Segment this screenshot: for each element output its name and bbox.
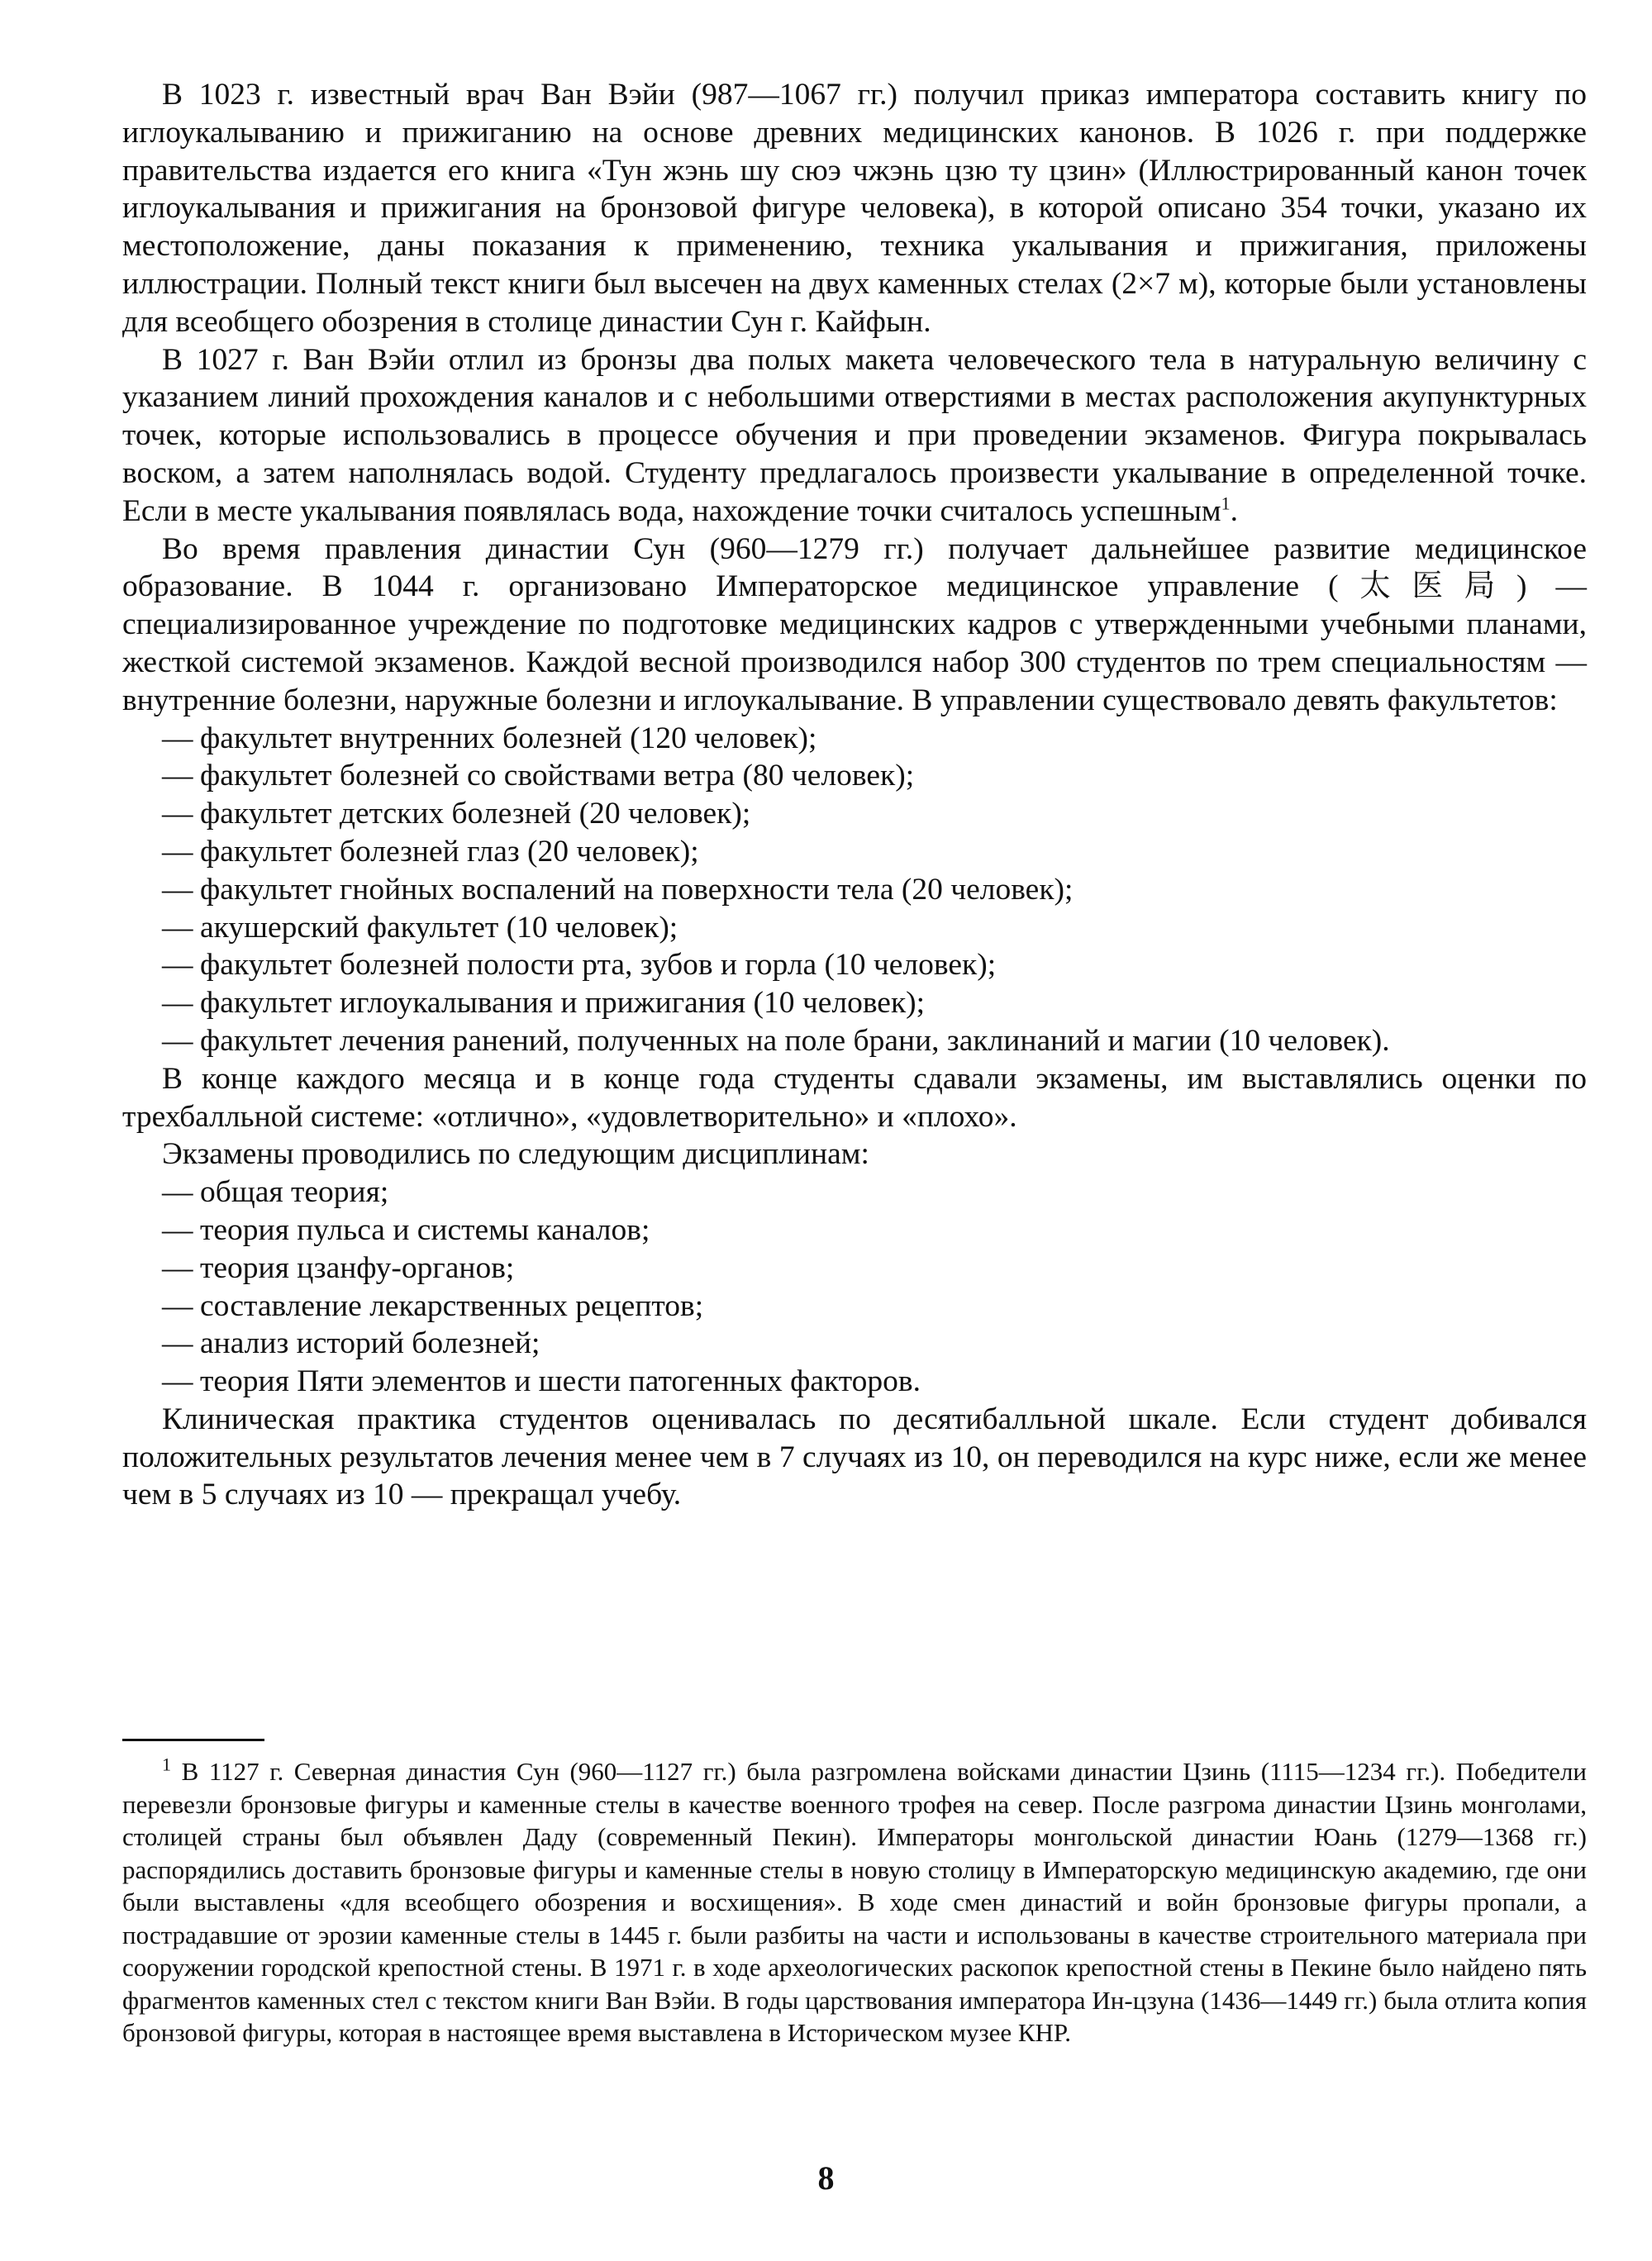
list-dash: —	[162, 872, 193, 907]
list-dash: —	[162, 986, 193, 1021]
list-item	[162, 1211, 1587, 1250]
list-dash: —	[162, 1023, 193, 1058]
page-number: 8	[817, 2159, 835, 2197]
list-item	[162, 833, 1587, 871]
paragraph-exams-intro: Экзамены проводились по следующим дисциплинам:	[162, 1137, 869, 1172]
list-dash: —	[162, 948, 193, 983]
list-dash: —	[162, 1212, 193, 1247]
list-item	[162, 757, 1587, 795]
list-item-text: анализ историй болезней;	[200, 1326, 540, 1361]
list-item-text: факультет болезней со свойствами ветра (80 человек);	[200, 759, 915, 793]
footnote	[122, 1755, 1587, 2049]
paragraph-bronze-figures-text: В 1027 г. Ван Вэйи отлил из бронзы два полых макета человеческого тела в натуральную величину с указанием линий прохождения каналов и с небольшими отверстиями в местах расположения акупунктурных точек, которые использовались в процессе обучения и при проведении экзаменов. Фигура покрывалась воском, а затем наполнялась водой. Студенту предлагалось произвести укалывание в определенной точке. Если в месте укалывания появлялась вода, нахождение точки считалось успешным	[122, 342, 1587, 528]
list-dash: —	[162, 1326, 193, 1361]
list-item	[162, 795, 1587, 833]
list-item-text: теория пульса и системы каналов;	[200, 1212, 650, 1247]
list-dash: —	[162, 759, 193, 793]
list-item-text: факультет иглоукалывания и прижигания (10 человек);	[200, 986, 926, 1021]
list-item	[162, 871, 1587, 909]
list-item	[162, 946, 1587, 984]
paragraph-song-education	[122, 531, 1587, 720]
list-item	[162, 1325, 1587, 1363]
list-dash: —	[162, 1250, 193, 1285]
list-item	[162, 984, 1587, 1022]
list-item	[162, 909, 1587, 947]
list-item-text: факультет гнойных воспалений на поверхности тела (20 человек);	[200, 872, 1074, 907]
disciplines-list	[122, 1173, 1587, 1401]
list-dash: —	[162, 910, 193, 945]
faculties-list	[122, 720, 1587, 1060]
paragraph-bronze-figures-end: .	[1230, 493, 1238, 528]
list-dash: —	[162, 721, 193, 755]
list-dash: —	[162, 797, 193, 831]
list-item-text: общая теория;	[200, 1175, 389, 1210]
list-item	[162, 1022, 1587, 1060]
footnote-text: В 1127 г. Северная династия Сун (960—1127 гг.) была разгромлена войсками династии Цзинь (1115—1234 гг.). Победители перевезли бронзовые фигуры и каменные стелы в качестве военного трофея на север. После разгрома династии Цзинь монголами, столицей страны был объявлен Даду (современный Пекин). Императоры монгольской династии Юань (1279—1368 гг.) распорядились доставить бронзовые фигуры и каменные стелы в новую столицу в Императорскую медицинскую академию, где они были выставлены «для всеобщего обозрения и восхищения». В ходе смен династий и войн бронзовые фигуры пропали, а пострадавшие от эрозии каменные стелы в 1445 г. были разбиты на части и использованы в качестве строительного материала при сооружении городской крепостной стены. В 1971 г. в ходе археологических раскопок крепостной стены в Пекине было найдено пять фрагментов каменных стел с текстом книги Ван Вэйи. В годы царствования императора Ин-цзуна (1436—1449 гг.) была отлита копия бронзовой фигуры, которая в настоящее время выставлена в Историческом музее КНР.	[122, 1757, 1588, 2047]
footnote-marker: 1	[162, 1754, 171, 1775]
list-dash: —	[162, 1175, 193, 1210]
paragraph-wang-weiyi-book: В 1023 г. известный врач Ван Вэйи (987—1067 гг.) получил приказ императора составить книгу по иглоукалыванию и прижиганию на основе древних медицинских канонов. В 1026 г. при поддержке правительства издается его книга «Тун жэнь шу сюэ чжэнь цзю ту цзин» (Иллюстрированный канон точек иглоукалывания и прижигания на бронзовой фигуре человека), в которой описано 354 точки, указано их местоположение, даны показания к применению, техника укалывания и прижигания, приложены иллюстрации. Полный текст книги был высечен на двух каменных стелах (2×7 м), которые были установлены для всеобщего обозрения в столице династии Сун г. Кайфын.	[122, 78, 1587, 339]
chinese-characters: 太医局	[1338, 569, 1516, 604]
paragraph-grading-system: В конце каждого месяца и в конце года студенты сдавали экзамены, им выставлялись оценки по трехбалльной системе: «отлично», «удовлетворительно» и «плохо».	[122, 1061, 1587, 1134]
paragraph-song-education-before: Во время правления династии Сун (960—1279 гг.) получает дальнейшее развитие медицинское образование. В 1044 г. организовано Императорское медицинское управление (	[122, 531, 1587, 604]
list-item-text: факультет детских болезней (20 человек);	[200, 797, 751, 831]
footnote-reference[interactable]: 1	[1221, 493, 1231, 514]
list-item	[162, 1288, 1587, 1326]
footnote-divider	[122, 1739, 264, 1741]
list-dash: —	[162, 1288, 193, 1323]
list-item	[162, 1173, 1587, 1211]
list-item-text: факультет болезней глаз (20 человек);	[200, 834, 699, 869]
list-item	[162, 1250, 1587, 1288]
list-dash: —	[162, 834, 193, 869]
list-item-text: теория Пяти элементов и шести патогенных факторов.	[200, 1364, 921, 1399]
list-item-text: факультет лечения ранений, полученных на поле брани, заклинаний и магии (10 человек).	[200, 1023, 1390, 1058]
list-item-text: акушерский факультет (10 человек);	[200, 910, 678, 945]
list-item-text: факультет болезней полости рта, зубов и горла (10 человек);	[200, 948, 997, 983]
list-item	[162, 1363, 1587, 1401]
paragraph-clinical-practice: Клиническая практика студентов оценивалась по десятибалльной шкале. Если студент добивался положительных результатов лечения менее чем в 7 случаях из 10, он переводился на курс ниже, если же менее чем в 5 случаях из 10 — прекращал учебу.	[122, 1402, 1587, 1512]
list-item-text: составление лекарственных рецептов;	[200, 1288, 704, 1323]
footnote-paragraph	[122, 1755, 1587, 2049]
paragraph-song-education-after: ) — специализированное учреждение по подготовке медицинских кадров с утвержденными учебными планами, жесткой системой экзаменов. Каждой весной производился набор 300 студентов по трем специальностям — внутренние болезни, наружные болезни и иглоукалывание. В управлении существовало девять факультетов:	[122, 569, 1587, 717]
list-item-text: теория цзанфу-органов;	[200, 1250, 515, 1285]
paragraph-bronze-figures	[122, 341, 1587, 531]
list-item-text: факультет внутренних болезней (120 человек);	[200, 721, 817, 755]
list-item	[162, 720, 1587, 758]
main-text	[122, 76, 1587, 1514]
list-dash: —	[162, 1364, 193, 1399]
